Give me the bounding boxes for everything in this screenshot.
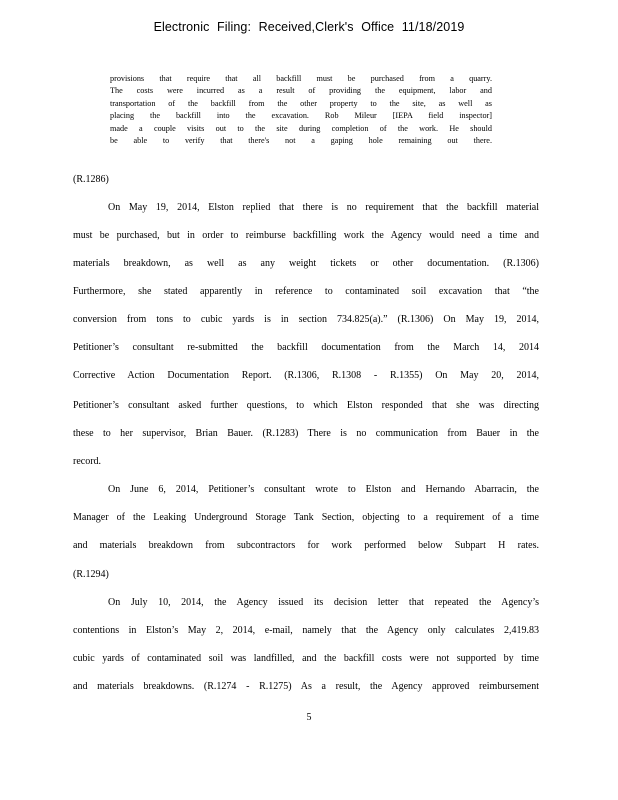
paragraph-line: contentions in Elston’s May 2, 2014, e-mail, namely that the Agency only calculates 2,419.83 [73,625,539,636]
quote-line: made a couple visits out to the site during completion of the work. He should [110,123,492,133]
paragraph-line: materials breakdown, as well as any weight tickets or other documentation. (R.1306) [73,258,539,269]
paragraph-line: record. [73,456,102,467]
paragraph-line: Manager of the Leaking Underground Storage Tank Section, objecting to a requirement of a time [73,512,539,523]
paragraph-line: these to her supervisor, Brian Bauer. (R.1283) There is no communication from Bauer in the [73,428,539,439]
block-quote [110,73,492,147]
paragraph-line: Petitioner’s consultant re-submitted the backfill documentation from the March 14, 2014 [73,342,539,353]
paragraph-line: Corrective Action Documentation Report. (R.1306, R.1308 - R.1355) On May 20, 2014, [73,370,539,381]
paragraph-line: and materials breakdowns. (R.1274 - R.1275) As a result, the Agency approved reimbursement [73,681,539,692]
quote-line: placing the backfill into the excavation. Rob Mileur [IEPA field inspector] [110,111,492,121]
paragraph-line: conversion from tons to cubic yards is in section 734.825(a).” (R.1306) On May 19, 2014, [73,314,539,325]
paragraph-line: and materials breakdown from subcontractors for work performed below Subpart H rates. [73,540,539,551]
quote-line: The costs were incurred as a result of providing the equipment, labor and [110,86,492,96]
quote-line: provisions that require that all backfill must be purchased from a quarry. [110,74,492,83]
paragraph-line: On May 19, 2014, Elston replied that there is no requirement that the backfill material [108,202,539,213]
paragraph-line: must be purchased, but in order to reimburse backfilling work the Agency would need a time and [73,230,539,241]
quote-line: be able to verify that there's not a gaping hole remaining out there. [110,135,492,145]
paragraph-line: (R.1294) [73,569,109,580]
filing-header: Electronic Filing: Received,Clerk's Office 11/18/2019 [153,20,465,34]
page-number: 5 [306,712,312,723]
paragraph-line: Furthermore, she stated apparently in reference to contaminated soil excavation that “the [73,286,539,297]
paragraph-line: Petitioner’s consultant asked further questions, to which Elston responded that she was directing [73,400,539,411]
paragraph-line: On June 6, 2014, Petitioner’s consultant wrote to Elston and Hernando Abarracin, the [108,484,539,495]
quote-line: transportation of the backfill from the other property to the site, as well as [110,98,492,108]
paragraph-line: cubic yards of contaminated soil was landfilled, and the backfill costs were not supported by time [73,653,539,664]
paragraph-line: On July 10, 2014, the Agency issued its decision letter that repeated the Agency’s [108,597,539,608]
citation: (R.1286) [73,174,109,185]
